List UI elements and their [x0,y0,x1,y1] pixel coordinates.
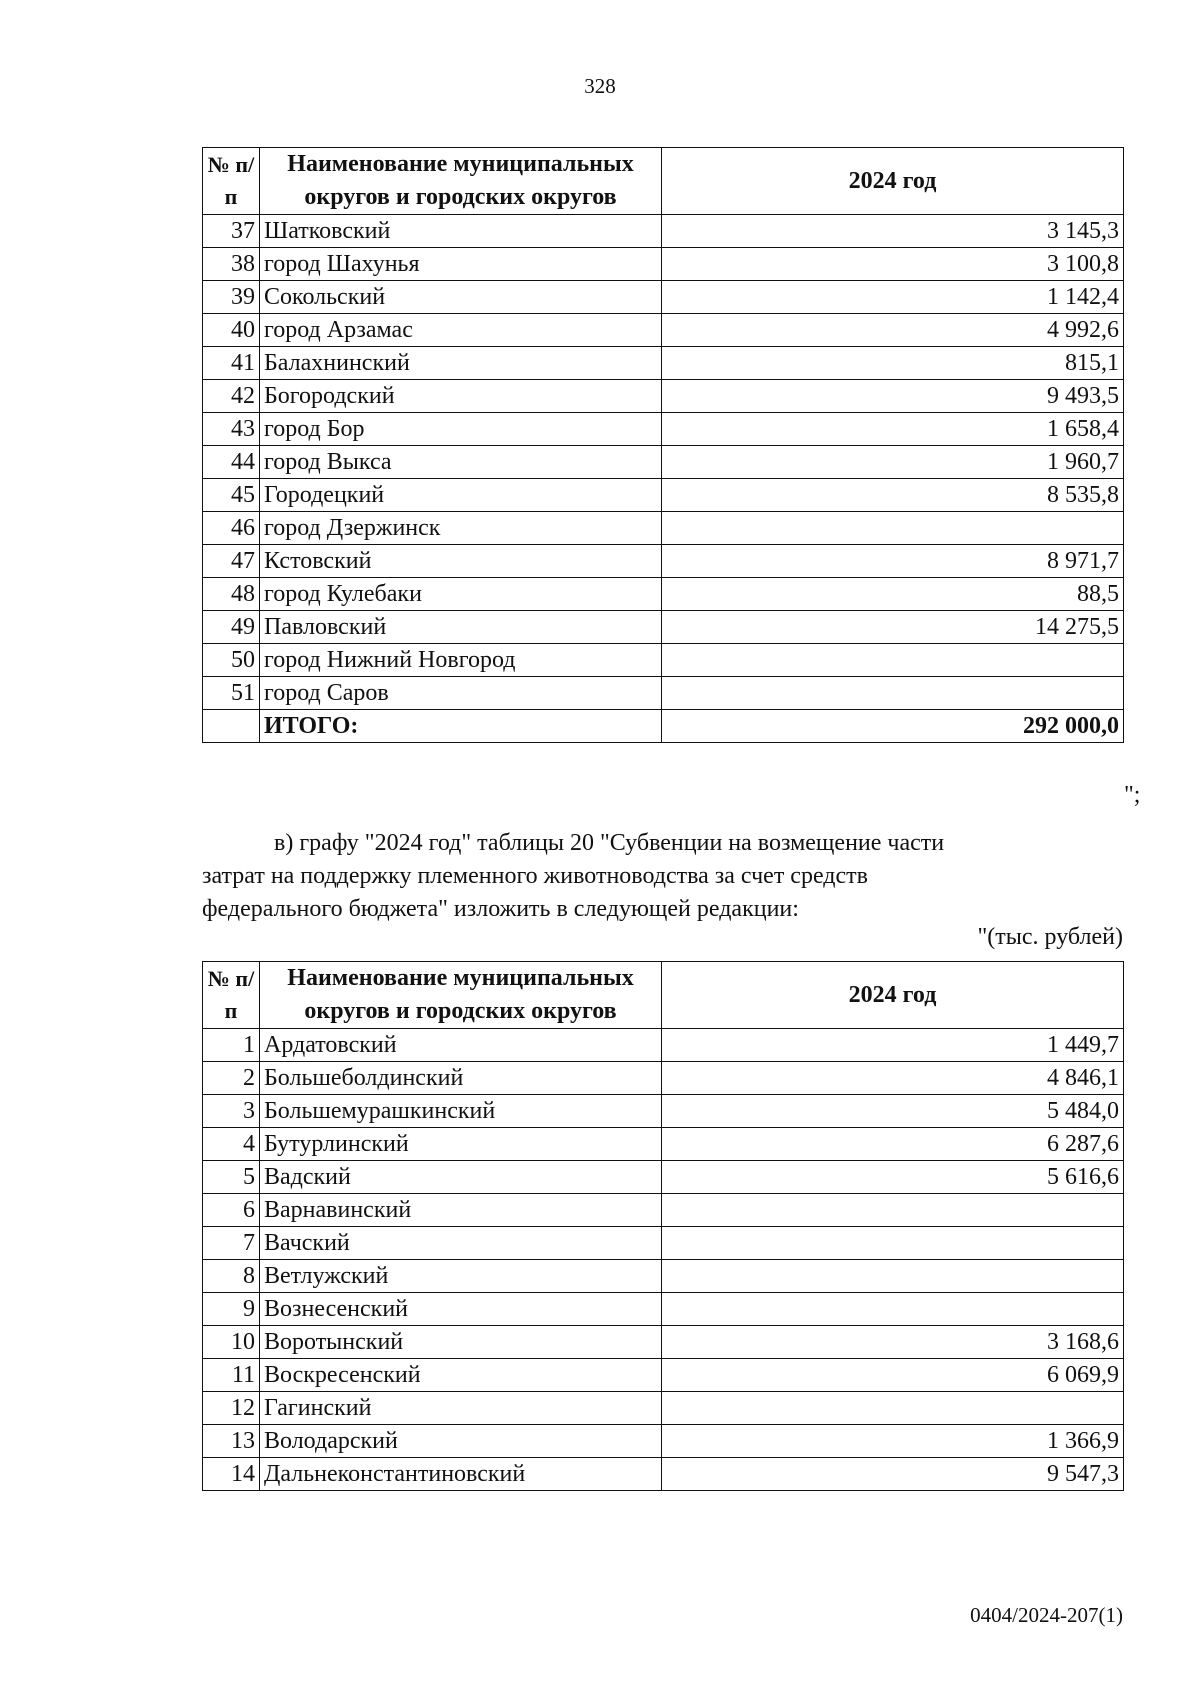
amendment-paragraph [202,827,1123,926]
document-code: 0404/2024-207(1) [970,1603,1123,1627]
municipality-name: Ардатовский [260,1029,662,1062]
row-number: 44 [203,446,260,479]
table-header-row [203,962,1124,1029]
municipality-name: город Бор [260,413,662,446]
row-number: 12 [203,1392,260,1425]
amount-value [662,1227,1124,1260]
municipality-name: Городецкий [260,479,662,512]
amount-value: 5 484,0 [662,1095,1124,1128]
municipality-name: Балахнинский [260,347,662,380]
amount-value: 3 145,3 [662,215,1124,248]
total-empty-cell [203,710,260,743]
header-name: Наименование муниципальных округов и городских округов [260,962,662,1029]
municipality-name: Бутурлинский [260,1128,662,1161]
municipality-name: город Саров [260,677,662,710]
row-number: 42 [203,380,260,413]
row-number: 6 [203,1194,260,1227]
amount-value [662,644,1124,677]
municipality-name: город Выкса [260,446,662,479]
municipality-name: Дальнеконстантиновский [260,1458,662,1491]
row-number: 10 [203,1326,260,1359]
table-row [203,1425,1124,1458]
table-row [203,1458,1124,1491]
amount-value: 8 971,7 [662,545,1124,578]
row-number: 50 [203,644,260,677]
breeding-subsidy-table [202,961,1124,1491]
table-row [203,413,1124,446]
table-row [203,1194,1124,1227]
amount-value [662,1194,1124,1227]
amount-value: 4 992,6 [662,314,1124,347]
row-number: 38 [203,248,260,281]
amount-value [662,512,1124,545]
municipality-name: Павловский [260,611,662,644]
table-row [203,314,1124,347]
total-label: ИТОГО: [260,710,662,743]
municipality-name: Вадский [260,1161,662,1194]
table-row [203,1227,1124,1260]
amount-value [662,1293,1124,1326]
municipality-name: Вачский [260,1227,662,1260]
amount-value: 5 616,6 [662,1161,1124,1194]
row-number: 37 [203,215,260,248]
amount-value: 3 168,6 [662,1326,1124,1359]
table-row [203,1392,1124,1425]
row-number: 41 [203,347,260,380]
row-number: 46 [203,512,260,545]
table-row [203,512,1124,545]
amount-value [662,1260,1124,1293]
paragraph-line: федерального бюджета" изложить в следующей редакции: [202,896,799,922]
amount-value: 6 069,9 [662,1359,1124,1392]
page-number: 328 [584,74,616,98]
amount-value: 9 493,5 [662,380,1124,413]
amount-value: 1 449,7 [662,1029,1124,1062]
row-number: 4 [203,1128,260,1161]
row-number: 51 [203,677,260,710]
subsidy-table-continued [202,147,1124,743]
municipality-name: Варнавинский [260,1194,662,1227]
row-number: 13 [203,1425,260,1458]
table-row [203,644,1124,677]
row-number: 8 [203,1260,260,1293]
table-row [203,1029,1124,1062]
amount-value: 1 366,9 [662,1425,1124,1458]
municipality-name: Гагинский [260,1392,662,1425]
table-row [203,479,1124,512]
municipality-name: Воскресенский [260,1359,662,1392]
municipality-name: Ветлужский [260,1260,662,1293]
amount-value: 6 287,6 [662,1128,1124,1161]
municipality-name: город Шахунья [260,248,662,281]
municipality-name: Богородский [260,380,662,413]
row-number: 9 [203,1293,260,1326]
table-row [203,677,1124,710]
municipality-name: город Дзержинск [260,512,662,545]
municipality-name: Воротынский [260,1326,662,1359]
amount-value: 8 535,8 [662,479,1124,512]
amount-value: 9 547,3 [662,1458,1124,1491]
row-number: 2 [203,1062,260,1095]
table-row [203,1062,1124,1095]
municipality-name: город Арзамас [260,314,662,347]
table-header-row [203,148,1124,215]
table-row [203,1359,1124,1392]
table-row [203,446,1124,479]
municipality-name: Володарский [260,1425,662,1458]
amount-value: 1 658,4 [662,413,1124,446]
municipality-name: Шатковский [260,215,662,248]
table-row [203,1128,1124,1161]
row-number: 5 [203,1161,260,1194]
municipality-name: Сокольский [260,281,662,314]
header-number: № п/п [203,962,260,1029]
municipality-name: Вознесенский [260,1293,662,1326]
table-row [203,1095,1124,1128]
row-number: 11 [203,1359,260,1392]
municipality-name: город Нижний Новгород [260,644,662,677]
table-row [203,1293,1124,1326]
row-number: 39 [203,281,260,314]
row-number: 49 [203,611,260,644]
amount-value: 815,1 [662,347,1124,380]
table-row [203,380,1124,413]
amount-value [662,677,1124,710]
row-number: 14 [203,1458,260,1491]
amount-value: 88,5 [662,578,1124,611]
closing-quote: "; [1124,782,1141,808]
amount-value: 1 960,7 [662,446,1124,479]
row-number: 40 [203,314,260,347]
row-number: 7 [203,1227,260,1260]
table-row [203,545,1124,578]
header-year: 2024 год [662,148,1124,215]
amount-value: 3 100,8 [662,248,1124,281]
amount-value [662,1392,1124,1425]
row-number: 43 [203,413,260,446]
total-value: 292 000,0 [662,710,1124,743]
total-row [203,710,1124,743]
row-number: 45 [203,479,260,512]
units-label: "(тыс. рублей) [977,924,1123,950]
row-number: 3 [203,1095,260,1128]
municipality-name: город Кулебаки [260,578,662,611]
table-row [203,248,1124,281]
table-row [203,1326,1124,1359]
header-year: 2024 год [662,962,1124,1029]
header-name: Наименование муниципальных округов и городских округов [260,148,662,215]
paragraph-line: в) графу "2024 год" таблицы 20 "Субвенции на возмещение части [274,830,945,856]
table-row [203,347,1124,380]
row-number: 47 [203,545,260,578]
amount-value: 4 846,1 [662,1062,1124,1095]
row-number: 48 [203,578,260,611]
municipality-name: Кстовский [260,545,662,578]
municipality-name: Большеболдинский [260,1062,662,1095]
table-row [203,578,1124,611]
paragraph-line: затрат на поддержку племенного животноводства за счет средств [202,863,868,889]
amount-value: 1 142,4 [662,281,1124,314]
header-number: № п/п [203,148,260,215]
amount-value: 14 275,5 [662,611,1124,644]
table-row [203,611,1124,644]
table-row [203,215,1124,248]
table-row [203,1260,1124,1293]
table-row [203,281,1124,314]
table-row [203,1161,1124,1194]
municipality-name: Большемурашкинский [260,1095,662,1128]
row-number: 1 [203,1029,260,1062]
